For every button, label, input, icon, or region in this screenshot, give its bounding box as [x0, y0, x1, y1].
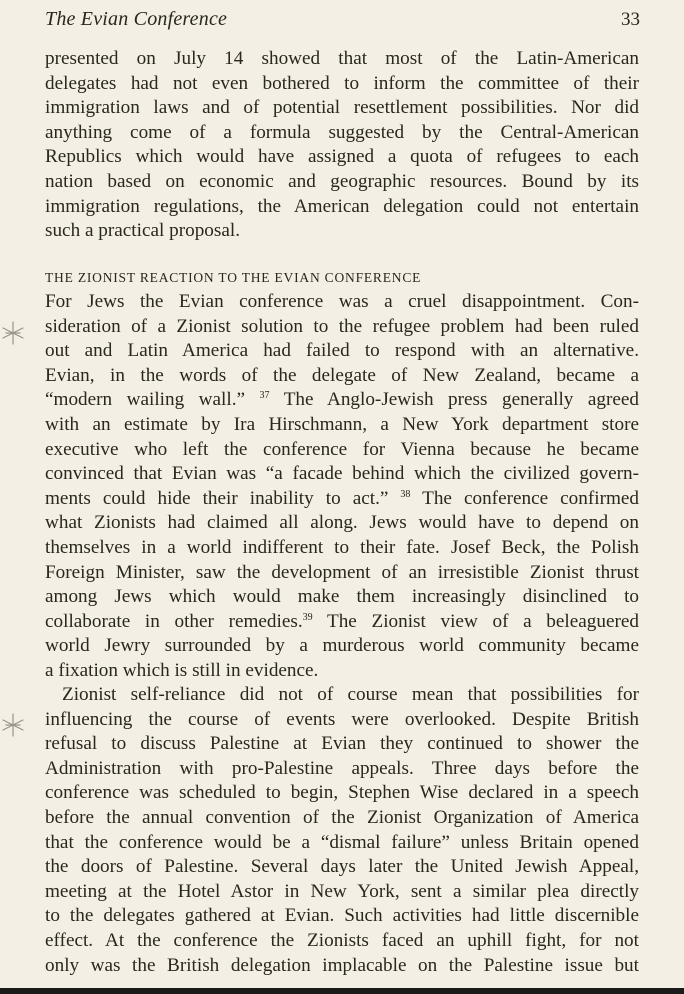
running-head: [45, 8, 640, 34]
text-line: refusal to discuss Palestine at Evian they continued to shower the: [45, 733, 639, 755]
footnote-ref-37: 37: [259, 390, 270, 402]
text-line: a fixation which is still in evidence.: [45, 659, 319, 681]
text-line: such a practical proposal.: [45, 220, 240, 242]
paragraph-continuation: [45, 47, 639, 244]
text-line: Evian, in the words of the delegate of New Zealand, became a: [45, 364, 639, 386]
text-segment: The Zionist view of a beleaguered: [326, 610, 639, 632]
text-line: Administration with pro-Palestine appeals. Three days before the: [45, 757, 639, 779]
scan-bottom-edge: [0, 988, 684, 994]
text-line: [45, 388, 639, 413]
text-line: immigration laws and of potential resettlement possibilities. Nor did: [45, 97, 639, 119]
running-title: The Evian Conference: [45, 8, 228, 30]
text-line: Zionist self-reliance did not of course mean that possibilities for: [62, 684, 639, 705]
text-line: [45, 487, 639, 512]
text-line: presented on July 14 showed that most of the Latin-American: [45, 48, 639, 69]
text-line: with an estimate by Ira Hirschmann, a New York department store: [45, 413, 639, 435]
text-line: out and Latin America had failed to respond with an alternative.: [45, 340, 639, 362]
text-segment: The Anglo-Jewish press generally agreed: [283, 389, 639, 411]
text-line: For Jews the Evian conference was a cruel disappointment. Con-: [45, 291, 639, 312]
paragraph-zionist-reaction: [45, 290, 639, 684]
text-line: [45, 610, 639, 635]
text-line: conference was scheduled to begin, Stephen Wise declared in a speech: [45, 782, 639, 804]
text-line: themselves in a world indifferent to their fate. Josef Beck, the Polish: [45, 536, 639, 558]
paragraph-self-reliance: [45, 683, 639, 978]
text-line: Foreign Minister, saw the development of an irresistible Zionist thrust: [45, 561, 639, 583]
text-line: influencing the course of events were overlooked. Despite British: [45, 708, 639, 730]
page-number: 33: [621, 9, 640, 30]
text-line: to the delegates gathered at Evian. Such activities had little discernible: [45, 905, 639, 927]
footnote-ref-38: 38: [400, 488, 411, 500]
margin-asterisk-icon: [0, 319, 26, 347]
footnote-ref-39: 39: [302, 611, 313, 623]
text-line: convinced that Evian was “a facade behind which the civilized govern-: [45, 463, 639, 485]
text-line: what Zionists had claimed all along. Jews would have to depend on: [45, 512, 639, 534]
text-line: anything come of a formula suggested by the Central-American: [45, 121, 639, 143]
margin-asterisk-icon: [0, 711, 26, 739]
text-line: Republics which would have assigned a quota of refugees to each: [45, 146, 639, 168]
text-line: delegates had not even bothered to inform the committee of their: [45, 72, 639, 94]
text-segment: “modern wailing wall.”: [45, 389, 246, 411]
text-line: that the conference would be a “dismal failure” unless Britain opened: [45, 831, 639, 853]
text-line: meeting at the Hotel Astor in New York, sent a similar plea directly: [45, 880, 639, 902]
text-line: immigration regulations, the American delegation could not entertain: [45, 195, 639, 217]
text-segment: collaborate in other remedies.: [45, 610, 303, 632]
text-line: nation based on economic and geographic resources. Bound by its: [45, 170, 639, 192]
text-line: only was the British delegation implacable on the Palestine issue but: [45, 954, 639, 976]
text-line: executive who left the conference for Vienna because he became: [45, 438, 639, 460]
section-heading: THE ZIONIST REACTION TO THE EVIAN CONFERENCE: [45, 270, 422, 285]
text-segment: The conference confirmed: [422, 487, 639, 509]
text-line: world Jewry surrounded by a murderous world community became: [45, 635, 639, 657]
text-line: sideration of a Zionist solution to the refugee problem had been ruled: [45, 315, 639, 337]
text-line: among Jews which would make them increasingly disinclined to: [45, 586, 639, 608]
text-line: the doors of Palestine. Several days later the United Jewish Appeal,: [45, 856, 639, 878]
text-line: effect. At the conference the Zionists faced an uphill fight, for not: [45, 929, 639, 951]
text-segment: ments could hide their inability to act.”: [45, 487, 389, 509]
text-line: before the annual convention of the Zionist Organization of America: [45, 806, 639, 828]
